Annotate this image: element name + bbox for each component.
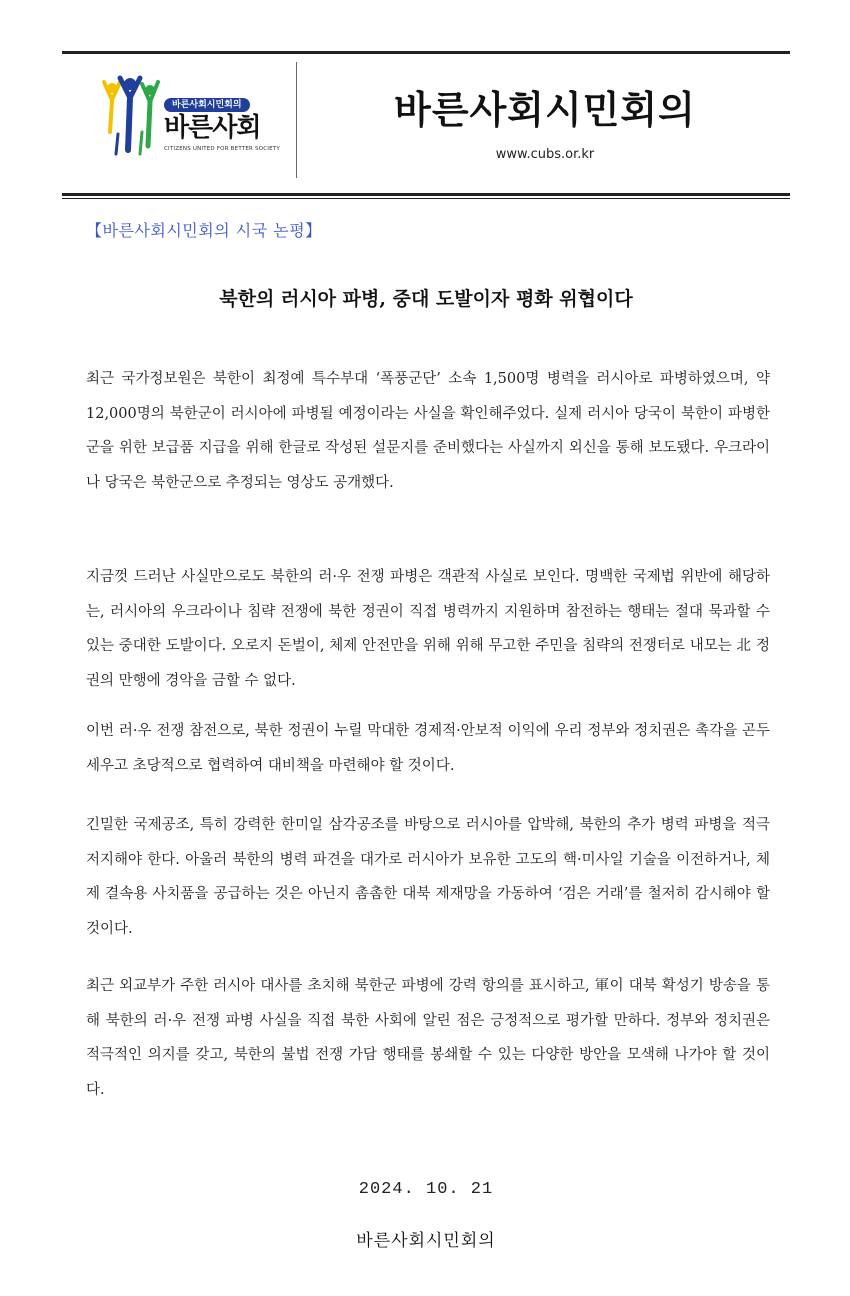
document-headline: 북한의 러시아 파병, 중대 도발이자 평화 위협이다 [219,288,633,310]
organization-url: www.cubs.or.kr [495,147,595,162]
organization-title: 바른사회시민회의 [394,88,696,132]
body-paragraph-5: 최근 외교부가 주한 러시아 대사를 초치해 북한군 파병에 강력 항의를 표시하고, 軍이 대북 확성기 방송을 통해 북한의 러·우 전쟁 파병 사실을 직접 북한 사회에 알린 점은 긍정적으로 평가할 만하다. 정부와 정치권은 적극적인 의지를 갖고, 북한의 불법 전쟁 가담 행태를 봉쇄할 수 있는 다양한 방안을 모색해 나가야 할 것이다. [86,978,770,1098]
logo-name: 바른사회 [164,113,261,143]
body-paragraph-3: 이번 러·우 전쟁 참전으로, 북한 정권이 누릴 막대한 경제적·안보적 이익에 우리 정부와 정치권은 촉각을 곤두세우고 초당적으로 협력하여 대비책을 마련해야 할 것이다. [86,723,770,774]
organization-logo [100,74,290,164]
logo-english-name: CITIZENS UNITED FOR BETTER SOCIETY [164,146,280,152]
logo-pill-text: 바른사회시민회의 [164,98,250,112]
header-bottom-rule [62,193,790,196]
body-paragraph-1: 최근 국가정보원은 북한이 최정예 특수부대 ‘폭풍군단’ 소속 1,500명 병력을 러시아로 파병하였으며, 약 12,000명의 북한군이 러시아에 파병될 예정이라는 사실을 확인해주었다. 실제 러시아 당국이 북한이 파병한 군을 위한 보급품 지급을 위해 한글로 작성된 설문지를 준비했다는 사실까지 외신을 통해 보도됐다. 우크라이나 당국은 북한군으로 추정되는 영상도 공개했다. [86,371,770,491]
people-figures-icon [100,74,164,158]
header-divider [296,62,297,178]
header-top-rule [62,51,790,54]
body-paragraph-4: 긴밀한 국제공조, 특히 강력한 한미일 삼각공조를 바탕으로 러시아를 압박해, 북한의 추가 병력 파병을 적극 저지해야 한다. 아울러 북한의 병력 파견을 대가로 러시아가 보유한 고도의 핵·미사일 기술을 이전하거나, 체제 결속용 사치품을 공급하는 것은 아닌지 촘촘한 대북 제재망을 가동하여 ‘검은 거래’를 철저히 감시해야 할 것이다. [86,817,770,937]
document-signature: 바른사회시민회의 [356,1231,496,1251]
document-category: 【바른사회시민회의 시국 논평】 [86,221,322,240]
body-paragraph-2: 지금껏 드러난 사실만으로도 북한의 러·우 전쟁 파병은 객관적 사실로 보인다. 명백한 국제법 위반에 해당하는, 러시아의 우크라이나 침략 전쟁에 북한 정권이 직접 병력까지 지원하며 참전하는 행태는 절대 묵과할 수 있는 중대한 도발이다. 오로지 돈벌이, 체제 안전만을 위해 위해 무고한 주민을 침략의 전쟁터로 내모는 北 정권의 만행에 경악을 금할 수 없다. [86,569,770,689]
document-date: 2024. 10. 21 [358,1180,494,1199]
header-bottom-thin-rule [62,198,790,199]
